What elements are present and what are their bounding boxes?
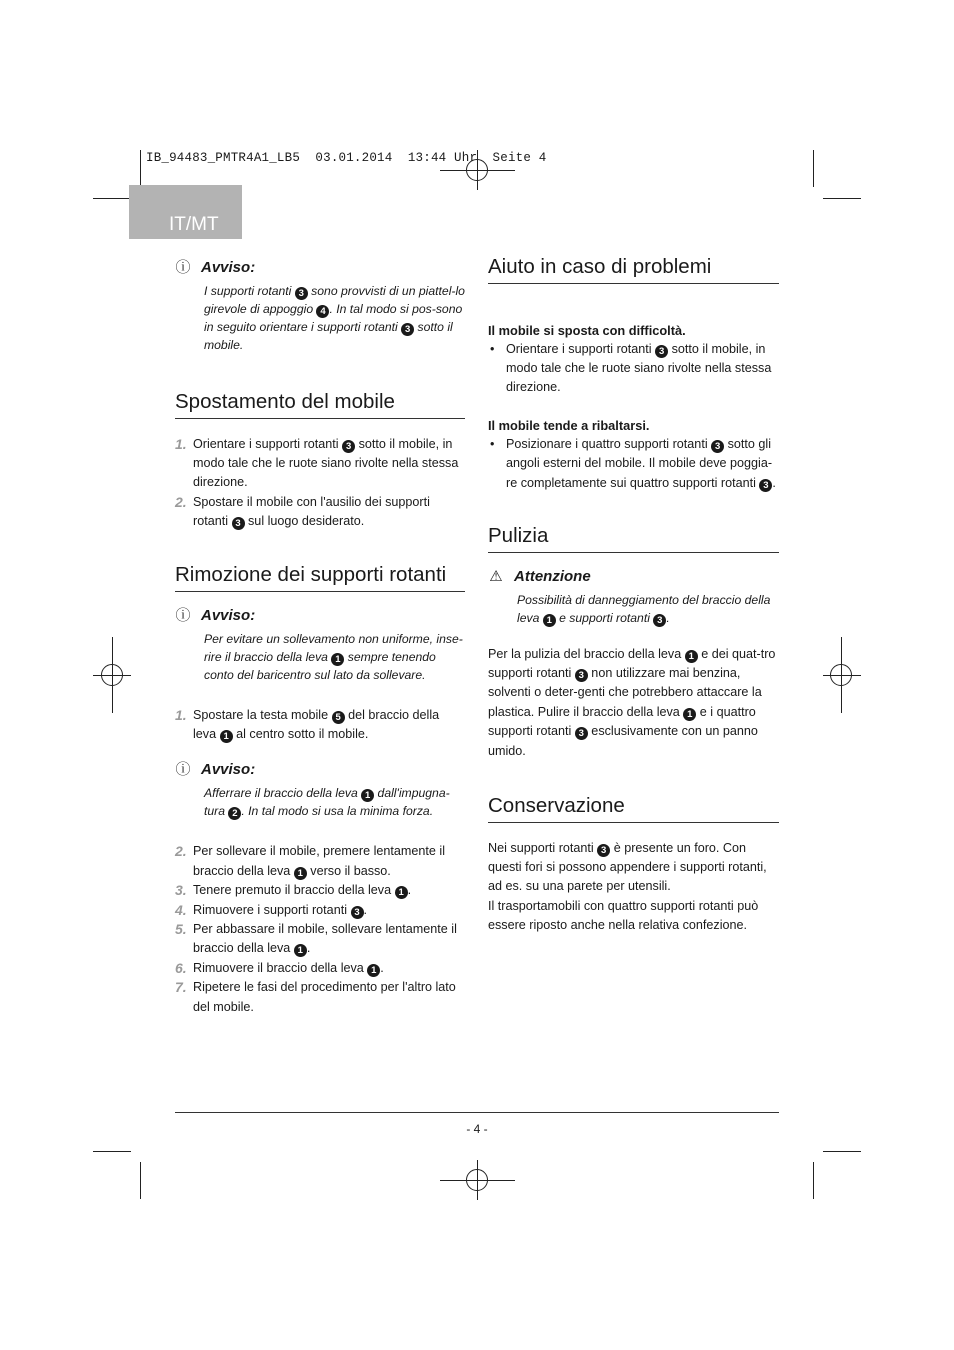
language-tab bbox=[129, 185, 242, 239]
page-number: - 4 - bbox=[466, 1122, 488, 1136]
step-item: 3. Tenere premuto il braccio della leva 1 . bbox=[175, 882, 412, 899]
info-icon: ⓘ bbox=[175, 606, 191, 624]
ref-number-badge: 3 bbox=[655, 345, 668, 358]
ref-number-badge: 3 bbox=[351, 906, 364, 919]
section-title: Rimozione dei supporti rotanti bbox=[175, 563, 465, 592]
ref-number-badge: 3 bbox=[597, 844, 610, 857]
ref-number-badge: 1 bbox=[294, 867, 307, 880]
ref-number-badge: 3 bbox=[759, 479, 772, 492]
problem-heading: Il mobile tende a ribaltarsi. bbox=[488, 417, 650, 433]
section-conservazione bbox=[488, 794, 779, 936]
footer-rule bbox=[175, 1112, 779, 1113]
note-title: Avviso: bbox=[201, 761, 256, 779]
ref-number-badge: 3 bbox=[232, 517, 245, 530]
print-header: IB_94483_PMTR4A1_LB5 03.01.2014 13:44 Uhr Seite 4 bbox=[146, 151, 547, 165]
note-text: Afferrare il braccio della leva 1 dall'impugna-tura 2 . In tal modo si usa la minima forza. bbox=[204, 786, 450, 820]
ref-number-badge: 1 bbox=[220, 730, 233, 743]
crop-mark bbox=[93, 198, 131, 199]
note-title: Avviso: bbox=[201, 606, 256, 624]
ref-number-badge: 3 bbox=[575, 669, 588, 682]
ref-number-badge: 3 bbox=[342, 440, 355, 453]
ref-number-badge: 3 bbox=[711, 440, 724, 453]
crop-mark bbox=[823, 198, 861, 199]
step-item: 5. Per abbassare il mobile, sollevare lentamente il braccio della leva 1 . bbox=[175, 921, 457, 957]
list-item: • Orientare i supporti rotanti 3 sotto il mobile, in modo tale che le ruote siano rivolte nella stessa direzione. bbox=[488, 340, 779, 398]
section-title: Conservazione bbox=[488, 794, 779, 823]
step-item: 2. Per sollevare il mobile, premere lentamente il braccio della leva 1 verso il basso. bbox=[175, 843, 445, 879]
ref-number-badge: 1 bbox=[331, 653, 344, 666]
note-text: Per evitare un sollevamento non uniforme, inse-rire il braccio della leva 1 sempre tenendo conto del baricentro sul lato da sollevare. bbox=[204, 631, 463, 682]
registration-mark bbox=[101, 664, 123, 686]
paragraph: Per la pulizia del braccio della leva 1 e dei quat-tro supporti rotanti 3 non utilizzare mai benzina, solventi o deter-genti che potrebbero attaccare la plastica. Pulire il braccio della leva 1 e i quattro supporti rotanti 3 esclusivamente con un panno umido. bbox=[488, 646, 776, 758]
list-item: • Posizionare i quattro supporti rotanti 3 sotto gli angoli esterni del mobile. Il mobile deve poggia-re completamente sui quattro supporti rotanti 3 . bbox=[488, 435, 779, 493]
step-item: 1. Orientare i supporti rotanti 3 sotto il mobile, in modo tale che le ruote siano rivolte nella stessa direzione. bbox=[175, 435, 459, 490]
paragraph: Nei supporti rotanti 3 è presente un foro. Con questi fori si possono appendere i supporti rotanti, ad es. su una parete per utensili. bbox=[488, 840, 767, 894]
note-text: Possibilità di danneggiamento del braccio della leva 1 e supporti rotanti 3 . bbox=[517, 592, 771, 626]
note-title: Attenzione bbox=[514, 567, 591, 585]
registration-mark bbox=[830, 664, 852, 686]
crop-mark bbox=[813, 150, 814, 187]
ref-number-badge: 2 bbox=[228, 807, 241, 820]
step-item: 1. Spostare la testa mobile 5 del braccio della leva 1 al centro sotto il mobile. bbox=[175, 706, 440, 742]
note-title: Avviso: bbox=[201, 259, 256, 276]
ref-number-badge: 4 bbox=[316, 305, 329, 318]
paragraph: Il trasportamobili con quattro supporti rotanti può essere riposto anche nella relativa confezione. bbox=[488, 898, 759, 933]
step-item: 2. Spostare il mobile con l'ausilio dei supporti rotanti 3 sul luogo desiderato. bbox=[175, 493, 430, 530]
crop-mark bbox=[93, 1151, 131, 1152]
language-tab-label: IT/MT bbox=[169, 214, 219, 235]
ref-number-badge: 1 bbox=[367, 964, 380, 977]
section-title: Spostamento del mobile bbox=[175, 390, 465, 419]
section-title: Pulizia bbox=[488, 524, 779, 553]
ref-number-badge: 3 bbox=[401, 323, 414, 336]
ref-number-badge: 1 bbox=[361, 789, 374, 802]
ref-number-badge: 3 bbox=[295, 287, 308, 300]
ref-number-badge: 1 bbox=[685, 650, 698, 663]
crop-mark bbox=[140, 150, 141, 187]
ref-number-badge: 3 bbox=[575, 727, 588, 740]
section-spostamento bbox=[175, 390, 465, 532]
ref-number-badge: 1 bbox=[395, 886, 408, 899]
section-aiuto bbox=[488, 255, 779, 493]
crop-mark bbox=[140, 1162, 141, 1199]
note-text: I supporti rotanti 3 sono provvisti di un piattel-lo girevole di appoggio 4 . In tal modo si pos-sono in seguito orientare i supporti rotanti 3 sotto il mobile. bbox=[204, 284, 465, 352]
ref-number-badge: 1 bbox=[683, 708, 696, 721]
step-item: 4. Rimuovere i supporti rotanti 3 . bbox=[175, 901, 367, 918]
note-avviso-1 bbox=[175, 258, 465, 354]
crop-mark bbox=[823, 1151, 861, 1152]
info-icon: ⓘ bbox=[175, 259, 191, 276]
ref-number-badge: 1 bbox=[543, 614, 556, 627]
problem-heading: Il mobile si sposta con difficoltà. bbox=[488, 322, 686, 338]
crop-mark bbox=[813, 1162, 814, 1199]
step-item: 6. Rimuovere il braccio della leva 1 . bbox=[175, 959, 384, 976]
ref-number-badge: 3 bbox=[653, 614, 666, 627]
section-pulizia bbox=[488, 524, 779, 761]
section-title: Aiuto in caso di problemi bbox=[488, 255, 779, 284]
registration-mark bbox=[466, 1169, 488, 1191]
warning-icon: ⚠ bbox=[489, 567, 503, 585]
section-rimozione bbox=[175, 563, 465, 1017]
info-icon: ⓘ bbox=[175, 761, 191, 779]
ref-number-badge: 5 bbox=[332, 711, 345, 724]
ref-number-badge: 1 bbox=[294, 944, 307, 957]
step-item: 7. Ripetere le fasi del procedimento per l'altro lato del mobile. bbox=[175, 979, 456, 1014]
